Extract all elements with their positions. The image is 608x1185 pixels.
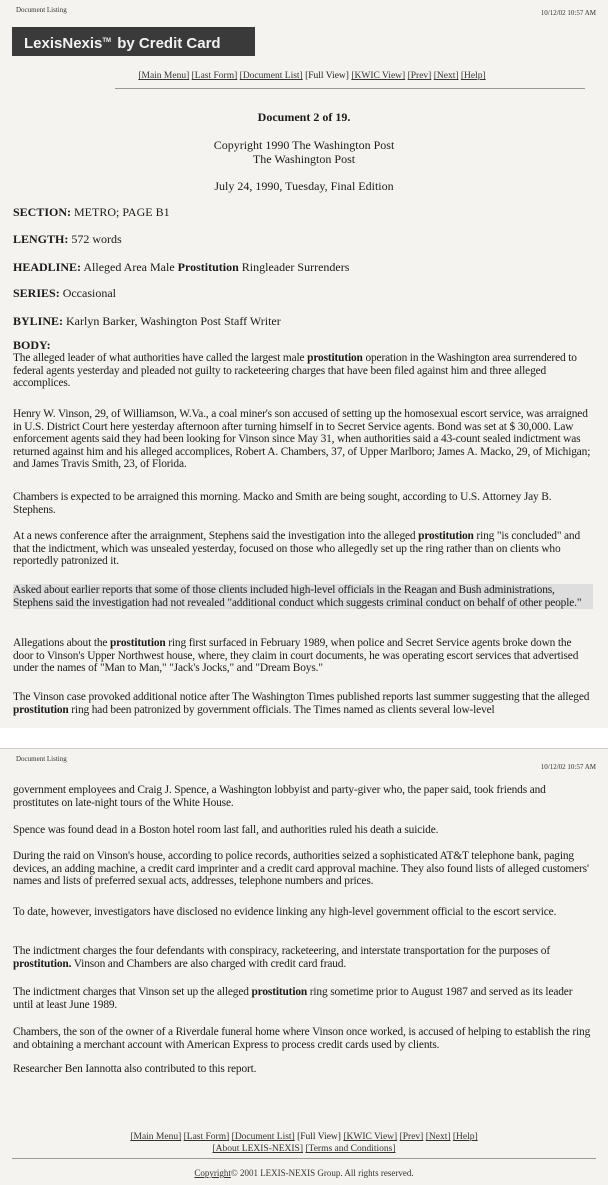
body-paragraph: During the raid on Vinson's house, according to police records, authorities seized a sophisticated AT&T telephone bank, paging devices, an adding machine, a credit card imprinter and a credit card approval machine. They also found lists of alleged customers' names and lists of preferred sexual acts, addresses, telephone numbers and prices. [13,850,589,888]
body-paragraph: The Vinson case provoked additional notice after The Washington Times published reports last summer suggesting that the alleged prostitution ring had been patronized by government officials. The Times named as clients several low-level [13,691,590,716]
keyword-highlight: prostitution [307,352,363,364]
page-header-title: Document Listing [16,755,67,763]
byline-label: BYLINE: [13,314,64,328]
last-form-link[interactable]: [Last Form] [191,71,238,81]
terms-and-conditions-link[interactable]: [Terms and Conditions] [305,1144,396,1154]
keyword-highlight: prostitution [251,986,308,998]
headline-text-post: Ringleader Surrenders [238,260,350,274]
kwic-view-link[interactable]: [KWIC View] [351,71,406,81]
next-link[interactable]: [Next] [425,1132,451,1142]
copyright-line-1: Copyright 1990 The Washington Post [213,138,395,152]
last-form-link[interactable]: [Last Form] [183,1132,230,1142]
body-paragraph: Allegations about the prostitution ring first surfaced in February 1989, when police and Secret Service agents broke down the door to Vinson's Upper Northwest house, where, they claim in court documents, he was operating escort services that advertised under the names of "Man to Man," "Jack's Jocks," and "Dream Boys." [13,637,579,675]
headline-text-pre: Alleged Area Male [81,260,178,274]
page-break [0,728,608,748]
body-paragraph: government employees and Craig J. Spence, a Washington lobbyist and party-giver who, the paper said, took friends and prostitutes on late-night tours of the White House. [13,784,546,809]
bottom-navigation-secondary [0,1144,608,1154]
nav-divider [115,88,585,89]
copyright-line-2: The Washington Post [252,152,356,166]
page-header-timestamp: 10/12/02 10:57 AM [540,9,596,17]
body-paragraph: Henry W. Vinson, 29, of Williamson, W.Va., a coal miner's son accused of setting up the homosexual escort service, was arraigned in U.S. District Court here yesterday afternoon after turning himself in to Secret Service agents. Bond was set at $ 30,000. Law enforcement agents said they had been looking for Vinson since May 31, when authorities said a 43-count sealed indictment was returned against him and his alleged accomplices, Robert A. Chambers, 37, of Upper Marlboro; James A. Macko, 29, of Michigan; and James Travis Smith, 23, of Florida. [13,408,591,471]
kwic-view-link[interactable]: [KWIC View] [343,1132,398,1142]
keyword-highlight: prostitution. [13,957,72,970]
keyword-highlight: prostitution [109,637,166,649]
byline-value: Karlyn Barker, Washington Post Staff Writer [63,314,281,328]
body-label: BODY: [13,338,51,352]
byline-field [13,314,281,329]
body-paragraph: The indictment charges that Vinson set up the alleged prostitution ring sometime prior to August 1987 and served as its leader until at least June 1989. [13,986,573,1011]
top-navigation [8,71,608,81]
body-field [13,338,51,353]
body-paragraph: Chambers is expected to be arraigned this morning. Macko and Smith are being sought, according to U.S. Attorney Jay B. Stephens. [13,491,552,516]
full-view-label: [Full View] [305,71,349,81]
lexisnexis-banner [12,27,255,56]
length-field [13,232,122,247]
footer-divider [12,1158,596,1159]
page-header-timestamp: 10/12/02 10:57 AM [540,763,596,771]
document-list-link[interactable]: [Document List] [231,1132,295,1142]
body-paragraph: Spence was found dead in a Boston hotel room last fall, and authorities ruled his death a suicide. [13,824,439,836]
keyword-highlight: prostitution [418,530,474,542]
printed-page-2 [0,748,608,1185]
copyright-symbol: © [230,1168,238,1178]
footer-copyright [0,1168,608,1178]
page-header-title: Document Listing [16,6,67,14]
prev-link[interactable]: [Prev] [407,71,432,81]
prev-link[interactable]: [Prev] [399,1132,424,1142]
copyright-text: 2001 LEXIS-NEXIS Group. All rights reserved. [237,1168,414,1178]
body-paragraph: To date, however, investigators have disclosed no evidence linking any high-level government official to the escort service. [13,906,557,918]
body-paragraph: Researcher Ben Iannotta also contributed to this report. [13,1063,257,1075]
headline-label: HEADLINE: [13,260,82,274]
section-field [13,205,170,220]
help-link[interactable]: [Help] [460,71,486,81]
main-menu-link[interactable]: [Main Menu] [130,1132,182,1142]
brand-name: LexisNexis [24,35,103,52]
date-line: July 24, 1990, Tuesday, Final Edition [214,179,394,193]
length-label: LENGTH: [13,232,69,246]
banner-tagline: by Credit Card [113,35,221,52]
main-menu-link[interactable]: [Main Menu] [138,71,190,81]
next-link[interactable]: [Next] [433,71,459,81]
trademark-mark: TM [102,38,112,44]
body-paragraph: At a news conference after the arraignment, Stephens said the investigation into the alleged prostitution ring "is concluded" and that the indictment, which was unsealed yesterday, focused on those who allegedly set up the ring rather than on clients who reportedly patronized it. [13,530,581,568]
copyright-link[interactable]: Copyright [194,1168,231,1178]
keyword-highlight: prostitution [13,703,69,716]
document-list-link[interactable]: [Document List] [239,71,303,81]
series-value: Occasional [59,286,116,300]
document-position: Document 2 of 19. [257,110,351,124]
section-label: SECTION: [13,205,72,219]
body-paragraph: Chambers, the son of the owner of a Riverdale funeral home where Vinson once worked, is accused of helping to establish the ring and obtaining a merchant account with American Express to process credit cards used by clients. [13,1026,591,1051]
section-value: METRO; PAGE B1 [71,205,170,219]
about-lexis-nexis-link[interactable]: [About LEXIS-NEXIS] [212,1144,304,1154]
series-label: SERIES: [13,286,60,300]
full-view-label: [Full View] [297,1132,341,1142]
bottom-navigation [0,1132,608,1142]
headline-field [13,260,349,275]
series-field [13,286,116,301]
body-paragraph: The indictment charges the four defendants with conspiracy, racketeering, and interstate transportation for the purposes of prostitution. Vinson and Chambers are also charged with credit card fraud. [13,945,550,970]
help-link[interactable]: [Help] [452,1132,478,1142]
headline-keyword: Prostitution [177,260,239,274]
length-value: 572 words [68,232,122,246]
body-paragraph: Asked about earlier reports that some of those clients included high-level officials in the Reagan and Bush administrations, Stephens said the investigation had not revealed "additional conduct which suggests criminal conduct on behalf of other people." [13,584,593,609]
body-paragraph: The alleged leader of what authorities have called the largest male prostitution operation in the Washington area surrendered to federal agents yesterday and pleaded not guilty to racketeering charges that have been filed against him and three alleged accomplices. [13,352,577,390]
